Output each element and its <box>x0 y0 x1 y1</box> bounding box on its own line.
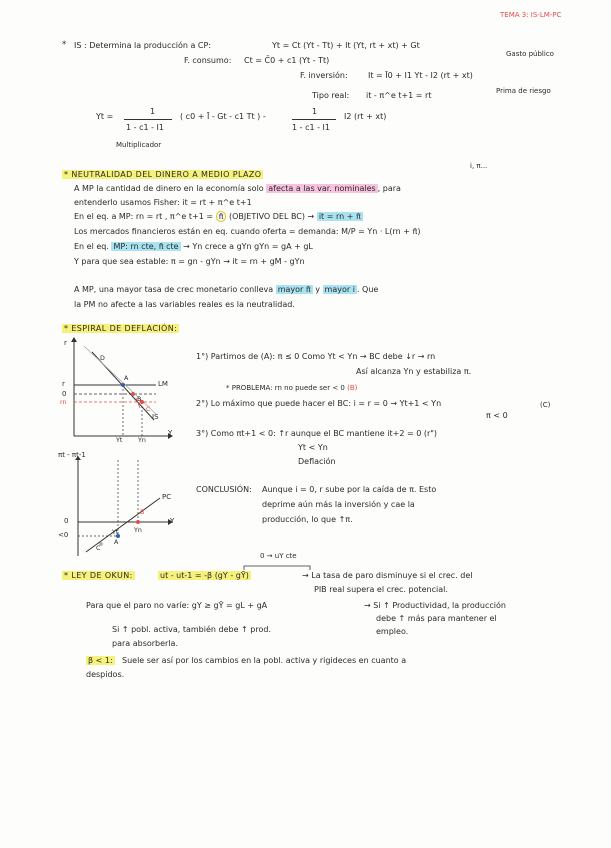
pc-graph <box>56 456 186 562</box>
neutralidad-line1-highlight: afecta a las var. nominales <box>268 184 376 193</box>
okun-right2: debe ↑ más para mantener el <box>376 614 497 623</box>
mayor-pi-highlight: mayor π̄ <box>277 285 311 294</box>
consumo-equation: Ct = C̄0 + c1 (Yt - Tt) <box>244 56 330 65</box>
neutralidad-line5-a: En el eq. <box>74 242 109 251</box>
step1-line1: 1°) Partimos de (A): π ≤ 0 Como Yt < Yn → BC debe ↓r → rn <box>196 352 436 361</box>
step2-line1: 2°) Lo máximo que puede hacer el BC: i = r = 0 → Yt+1 < Yn <box>196 399 442 408</box>
neutralidad-line1 <box>74 185 401 193</box>
neutralidad-line4: Los mercados financieros están en eq. cuando oferta = demanda: M/P = Yn · L(rn + π̄) <box>74 227 421 236</box>
solution-lhs: Yt = <box>96 112 114 121</box>
neutralidad-line3-a: En el eq. a MP: rn = rt , π^e t+1 = <box>74 212 214 221</box>
step3-line2: Yt < Yn <box>298 443 328 452</box>
conclusion-line1: Aunque i = 0, r sube por la caída de π. Esto <box>262 485 437 494</box>
is-label: IS <box>152 413 159 421</box>
pc-point-b-label: B <box>140 509 145 516</box>
zero-tick: 0 <box>62 390 67 398</box>
graph2-y-label: πt - πt-1 <box>58 451 86 459</box>
is-lm-graph <box>56 336 186 448</box>
conclusion-line2: deprime aún más la inversión y cae la <box>262 500 415 509</box>
graph1-y-arrow <box>71 337 77 342</box>
neutralidad-title <box>62 171 263 179</box>
is-bullet: * <box>62 40 67 50</box>
pc-point-c-label: C <box>96 545 101 552</box>
point-c-label: C <box>146 406 151 413</box>
graph2-zero-tick: 0 <box>64 517 69 525</box>
okun-pobl1: Si ↑ pobl. activa, también debe ↑ prod. <box>112 625 271 634</box>
gasto-publico-label: Gasto público <box>506 50 554 58</box>
pc-label: PC <box>162 493 172 501</box>
frac2-bar <box>292 119 336 120</box>
graph1-y-label: r <box>64 339 67 347</box>
beta-line1: Suele ser así por los cambios en la pobl. activa y rigideces en cuanto a <box>122 656 407 665</box>
point-d-label: D <box>100 355 105 362</box>
okun-desc1: → La tasa de paro disminuye si el crec. del <box>302 571 473 580</box>
okun-right3: empleo. <box>376 627 409 636</box>
neutralidad-line6: Y para que sea estable: π = gn - gYn → it = rn + gM - gYn <box>74 257 305 266</box>
point-a <box>121 383 125 387</box>
frac2-denominator: 1 - c1 - I1 <box>292 123 330 132</box>
neutralidad-line2: entenderlo usamos Fisher: it = rt + π^e t+1 <box>74 198 252 207</box>
graph2-neg-tick: <0 <box>58 531 69 539</box>
okun-title-text: * LEY DE OKUN: <box>64 571 133 580</box>
is-main-equation: Yt = Ct (Yt - Tt) + It (Yt, rt + xt) + Gt <box>272 41 420 50</box>
espiral-title <box>62 325 179 333</box>
graph1-yt-label: Yt <box>116 437 123 444</box>
frac1-denominator: 1 - c1 - I1 <box>126 123 164 132</box>
beta-line2: despidos. <box>86 670 125 679</box>
step1-line2: Así alcanza Yn y estabiliza π. <box>356 367 472 376</box>
tipo-real-label: Tipo real: <box>312 91 350 100</box>
neutralidad-title-text: * NEUTRALIDAD DEL DINERO A MEDIO PLAZO <box>64 170 262 179</box>
neutralidad-line1-b: , para <box>377 184 401 193</box>
mayor-i-highlight: mayor i <box>324 285 355 294</box>
frac1-numerator: 1 <box>150 107 156 116</box>
conclusion-line3: producción, lo que ↑π. <box>262 515 353 524</box>
lm-label: LM <box>158 380 168 388</box>
okun-brace-note: 0 → uY cte <box>260 552 297 560</box>
neutralidad-line3-b: (OBJETIVO DEL BC) → <box>229 212 315 221</box>
consumo-label: F. consumo: <box>184 56 232 65</box>
pc-curve <box>86 498 160 552</box>
step3-line3: Deflación <box>298 457 336 466</box>
graph1-yn-label: Yn <box>138 437 146 444</box>
neutralidad-line3-highlight: it = rn + π̄ <box>318 212 361 221</box>
prima-riesgo-label: Prima de riesgo <box>496 87 551 95</box>
okun-brace <box>242 563 312 571</box>
step3-line1: 3°) Como πt+1 < 0: ↑r aunque el BC mantiene it+2 = 0 (r") <box>196 429 438 438</box>
pi-objetivo-circle: π̄ <box>216 211 227 222</box>
pc-point-b <box>136 520 140 524</box>
solution-tail: I2 (rt + xt) <box>344 112 387 121</box>
r-tick: r <box>62 380 65 388</box>
solution-mid: ( c0 + Ī - Gt - c1 Tt ) - <box>180 112 266 121</box>
step2-c-marker: (C) <box>540 401 551 409</box>
neutralidad-line5-highlight: MP: rn cte, π̄ cte <box>113 242 179 251</box>
rn-tick: rn <box>60 399 67 406</box>
graph2-x-label: Y <box>170 517 175 525</box>
graph1-x-label: Y <box>168 429 173 437</box>
neutralidad-line5-b: → Yn crece a gYn gYn = gA + gL <box>183 242 313 251</box>
problema-b-marker: (B) <box>347 384 358 392</box>
multiplicador-label: Multiplicador <box>116 141 162 149</box>
okun-pobl2: para absorberla. <box>112 639 179 648</box>
graph2-yn-label: Yn <box>134 527 142 534</box>
conclusion-label: CONCLUSIÓN: <box>196 485 252 494</box>
okun-brace-line <box>244 566 310 570</box>
point-a-label: A <box>124 375 129 382</box>
neutralidad-line1-a: A MP la cantidad de dinero en la economía solo <box>74 184 264 193</box>
graph2-yt-label: Yt <box>112 529 119 536</box>
step2-line2: π < 0 <box>486 411 508 420</box>
tipo-real-equation: it - π^e t+1 = rt <box>366 91 432 100</box>
page-header: TEMA 3: IS-LM-PC <box>500 11 562 19</box>
okun-title <box>62 572 135 580</box>
problema-text <box>226 385 357 392</box>
okun-right1: → Si ↑ Productividad, la producción <box>364 601 506 610</box>
espiral-title-text: * ESPIRAL DE DEFLACIÓN: <box>64 324 178 333</box>
pc-point-a-label: A <box>114 539 119 546</box>
neutralidad-para1-b: . Que <box>356 285 379 294</box>
beta-label-text: β < 1: <box>88 656 113 665</box>
is-lead: IS : Determina la producción a CP: <box>74 41 212 50</box>
point-b-label: B <box>137 396 142 403</box>
okun-equation <box>158 572 251 580</box>
point-b <box>131 392 135 396</box>
inversion-label: F. inversión: <box>300 71 348 80</box>
beta-label <box>86 657 115 665</box>
problema-label: * PROBLEMA: rn no puede ser < 0 <box>226 384 345 392</box>
okun-equation-text: ut - ut-1 = -β (gY - gȲ) <box>160 571 249 580</box>
okun-desc2: PIB real supera el crec. potencial. <box>314 585 448 594</box>
okun-condition: Para que el paro no varíe: gY ≥ gȲ = gL + gA <box>86 601 268 610</box>
neutralidad-line3 <box>74 213 363 221</box>
is-curve-shifted <box>84 346 156 414</box>
frac1-bar <box>124 119 172 120</box>
inversion-equation: It = Ī0 + I1 Yt - I2 (rt + xt) <box>368 71 473 80</box>
frac2-numerator: 1 <box>312 107 318 116</box>
neutralidad-line5 <box>74 243 313 251</box>
neutralidad-note: i, π... <box>470 162 488 170</box>
neutralidad-para1-y: y <box>315 285 320 294</box>
neutralidad-para2: la PM no afecte a las variables reales es la neutralidad. <box>74 300 295 309</box>
neutralidad-para1 <box>74 286 378 294</box>
neutralidad-para1-a: A MP, una mayor tasa de crec monetario conlleva <box>74 285 274 294</box>
